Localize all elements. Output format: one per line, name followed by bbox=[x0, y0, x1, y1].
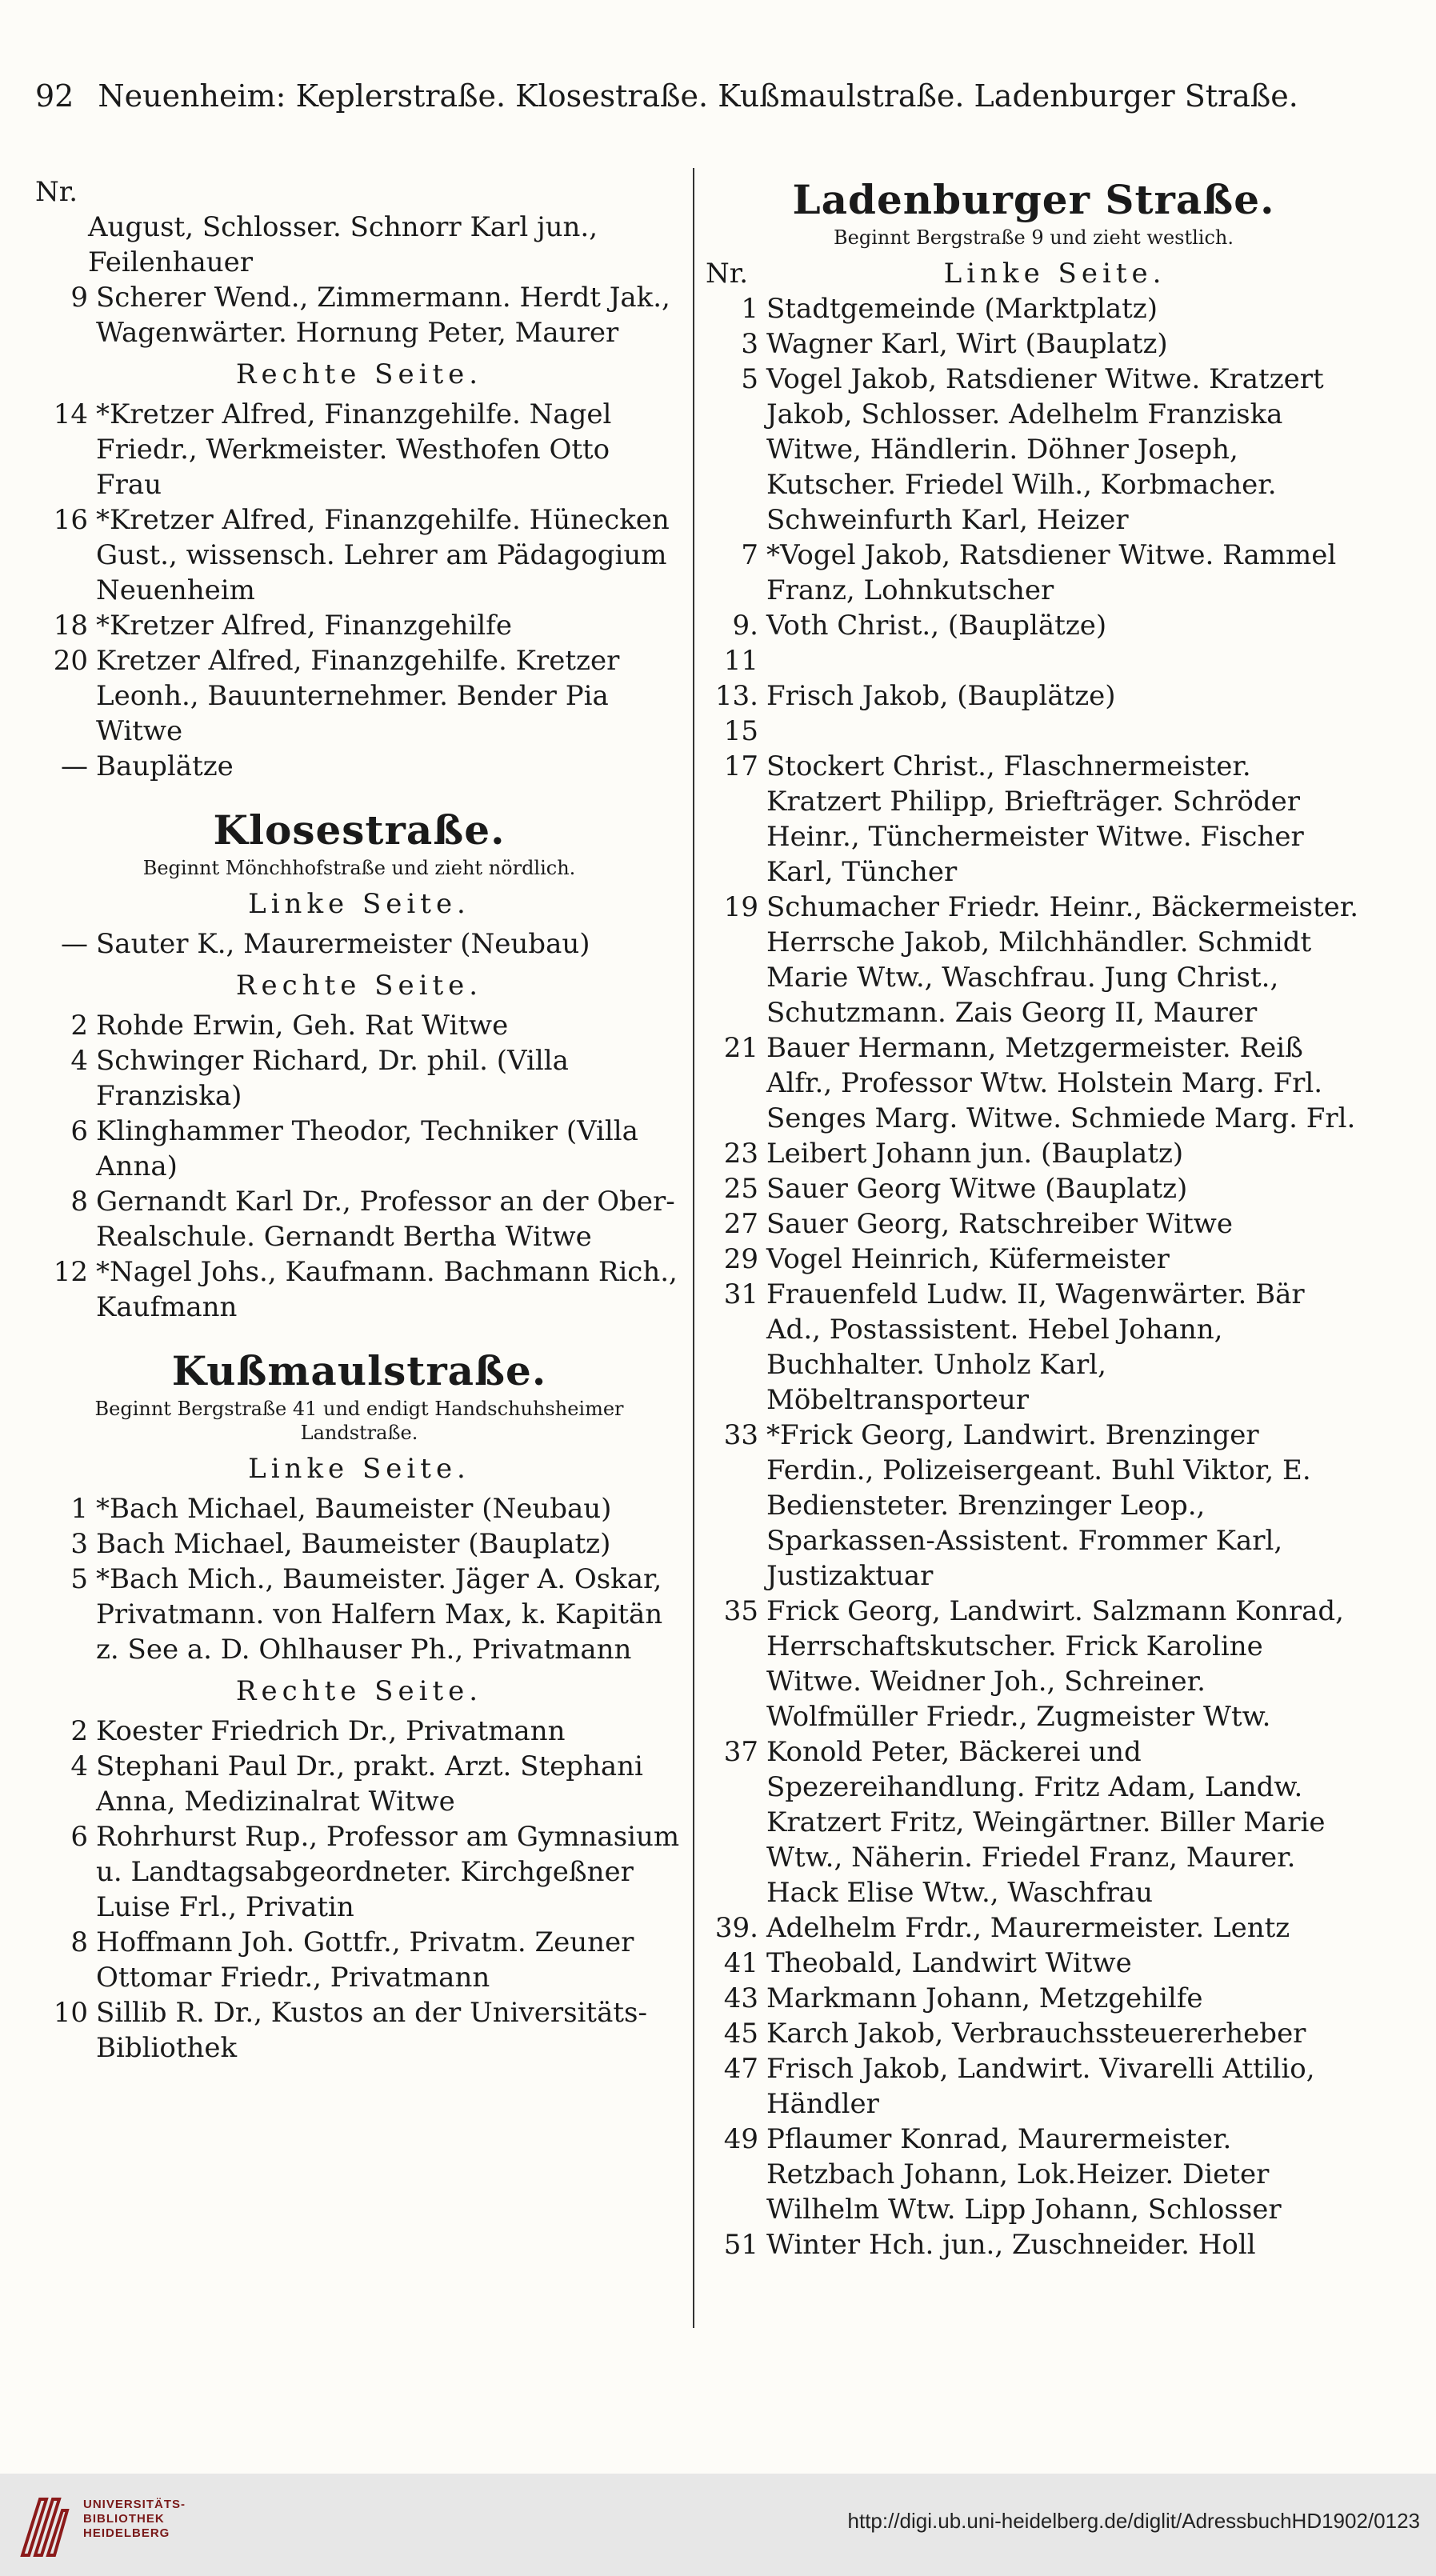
directory-entry bbox=[35, 1008, 683, 1043]
resident-text: *Bach Michael, Baumeister (Neubau) bbox=[96, 1493, 612, 1525]
directory-entry bbox=[706, 326, 1362, 362]
directory-entry bbox=[706, 1030, 1362, 1136]
resident-text: *Vogel Jakob, Ratsdiener Witwe. Rammel Franz, Lohnkutscher bbox=[766, 539, 1337, 606]
house-number: 33 bbox=[723, 1419, 758, 1451]
house-number: 20 bbox=[53, 645, 88, 677]
resident-text: Konold Peter, Bäckerei und Spezereihandlung. Fritz Adam, Landw. Kratzert Fritz, Weingärtner. Biller Marie Wtw., Näherin. Friedel Franz, Maurer. Hack Elise Wtw., Waschfrau bbox=[766, 1736, 1326, 1909]
directory-entry bbox=[706, 1171, 1362, 1206]
klose-left-list bbox=[35, 926, 683, 962]
street-title-ladenburger: Ladenburger Straße. bbox=[792, 176, 1275, 223]
house-number: 5 bbox=[70, 1563, 88, 1595]
house-number: 1 bbox=[741, 293, 758, 325]
kepler-continued-list bbox=[35, 280, 683, 350]
house-number: — bbox=[61, 928, 88, 960]
directory-entry bbox=[35, 1254, 683, 1325]
ladenburger-header-row bbox=[706, 256, 1362, 291]
resident-text: Karch Jakob, Verbrauchssteuererheber bbox=[766, 2018, 1306, 2050]
house-number: 49 bbox=[723, 2123, 758, 2155]
directory-entry bbox=[35, 1562, 683, 1667]
directory-entry bbox=[706, 1418, 1362, 1594]
directory-entry bbox=[706, 2227, 1362, 2262]
kussmaul-left-list bbox=[35, 1491, 683, 1667]
directory-entry bbox=[706, 2016, 1362, 2051]
directory-entry bbox=[35, 1043, 683, 1114]
house-number: 51 bbox=[723, 2229, 758, 2261]
directory-entry bbox=[706, 2051, 1362, 2122]
directory-entry bbox=[706, 2122, 1362, 2227]
resident-text: Schumacher Friedr. Heinr., Bäckermeister. Herrsche Jakob, Milchhändler. Schmidt Marie Wtw., Waschfrau. Jung Christ., Schutzmann. Zais Georg II, Maurer bbox=[766, 891, 1359, 1029]
directory-entry bbox=[706, 1594, 1362, 1734]
resident-text: Koester Friedrich Dr., Privatmann bbox=[96, 1715, 566, 1747]
resident-text: *Frick Georg, Landwirt. Brenzinger Ferdin., Polizeisergeant. Buhl Viktor, E. Bediensteter. Brenzinger Leop., Sparkassen-Assistent. Frommer Karl, Justizaktuar bbox=[766, 1419, 1311, 1592]
resident-text: *Kretzer Alfred, Finanzgehilfe. Nagel Friedr., Werkmeister. Westhofen Otto Frau bbox=[96, 398, 612, 501]
source-url-link[interactable]: http://digi.ub.uni-heidelberg.de/diglit/AdressbuchHD1902/0123 bbox=[847, 2509, 1420, 2533]
footer-band bbox=[0, 2474, 1436, 2576]
street-title-klose: Klosestraße. bbox=[213, 806, 506, 854]
house-number: 10 bbox=[53, 1997, 88, 2029]
logo-line: UNIVERSITÄTS- bbox=[83, 2498, 186, 2511]
library-logo-text bbox=[83, 2498, 186, 2541]
continued-line: Feilenhauer bbox=[88, 246, 254, 278]
house-number: 27 bbox=[723, 1208, 758, 1240]
logo-line: HEIDELBERG bbox=[83, 2526, 170, 2540]
resident-text: Rohde Erwin, Geh. Rat Witwe bbox=[96, 1010, 509, 1042]
klose-right-list bbox=[35, 1008, 683, 1325]
resident-text: *Kretzer Alfred, Finanzgehilfe bbox=[96, 610, 512, 642]
house-number: 5 bbox=[741, 363, 758, 395]
resident-text: Scherer Wend., Zimmermann. Herdt Jak., Wagenwärter. Hornung Peter, Maurer bbox=[96, 282, 670, 349]
house-number: 13. 15 bbox=[714, 680, 758, 747]
house-number: 9 bbox=[70, 282, 88, 314]
house-number: 7 bbox=[741, 539, 758, 571]
kepler-right-list bbox=[35, 397, 683, 784]
directory-entry bbox=[35, 502, 683, 608]
street-note-ladenburger: Beginnt Bergstraße 9 und zieht westlich. bbox=[834, 226, 1234, 249]
directory-entry bbox=[35, 280, 683, 350]
house-number: 4 bbox=[70, 1750, 88, 1782]
house-number: 45 bbox=[723, 2018, 758, 2050]
klose-left-side-heading: Linke Seite. bbox=[248, 888, 470, 920]
house-number: 2 bbox=[70, 1715, 88, 1747]
street-title-kussmaul: Kußmaulstraße. bbox=[171, 1347, 547, 1394]
house-number: 29 bbox=[723, 1243, 758, 1275]
house-number: 39. 41 bbox=[714, 1912, 758, 1979]
nr-label: Nr. bbox=[35, 176, 78, 208]
directory-entry bbox=[706, 678, 1362, 749]
resident-text: Stockert Christ., Flaschnermeister. Kratzert Philipp, Briefträger. Schröder Heinr., Tünchermeister Witwe. Fischer Karl, Tüncher bbox=[766, 750, 1304, 888]
house-number: 16 bbox=[53, 504, 88, 536]
running-head-title: Neuenheim: Keplerstraße. Klosestraße. Kußmaulstraße. Ladenburger Straße. bbox=[98, 78, 1298, 114]
continued-line: August, Schlosser. Schnorr Karl jun., bbox=[88, 211, 598, 243]
house-number: 21 bbox=[723, 1032, 758, 1064]
directory-entry bbox=[706, 890, 1362, 1030]
directory-entry bbox=[706, 608, 1362, 678]
resident-text: Schwinger Richard, Dr. phil. (Villa Franziska) bbox=[96, 1045, 569, 1112]
kussmaul-right-side-heading: Rechte Seite. bbox=[235, 1675, 483, 1707]
directory-entry bbox=[35, 1184, 683, 1254]
kussmaul-left-side-heading: Linke Seite. bbox=[248, 1453, 470, 1485]
directory-entry bbox=[35, 1114, 683, 1184]
column-divider bbox=[693, 168, 694, 2328]
street-note-kussmaul: Beginnt Bergstraße 41 und endigt Handschuhsheimer Landstraße. bbox=[94, 1398, 624, 1444]
resident-text: Bach Michael, Baumeister (Bauplatz) bbox=[96, 1528, 611, 1560]
resident-text: Vogel Heinrich, Küfermeister bbox=[766, 1243, 1170, 1275]
house-number: 43 bbox=[723, 1982, 758, 2014]
resident-text: *Bach Mich., Baumeister. Jäger A. Oskar, Privatmann. von Halfern Max, k. Kapitän z. See a. D. Ohlhauser Ph., Privatmann bbox=[96, 1563, 663, 1666]
house-number: 9. 11 bbox=[723, 610, 758, 677]
directory-entry bbox=[35, 643, 683, 749]
house-number: 14 bbox=[53, 398, 88, 430]
resident-text: Kretzer Alfred, Finanzgehilfe. Kretzer Leonh., Bauunternehmer. Bender Pia Witwe bbox=[96, 645, 620, 747]
resident-text: Frick Georg, Landwirt. Salzmann Konrad, Herrschaftskutscher. Frick Karoline Witwe. Weidner Joh., Schreiner. Wolfmüller Friedr., Zugmeister Wtw. bbox=[766, 1595, 1344, 1733]
house-number: 6 bbox=[70, 1821, 88, 1853]
directory-entry bbox=[35, 1491, 683, 1526]
directory-entry bbox=[35, 1714, 683, 1749]
directory-entry bbox=[706, 1136, 1362, 1171]
directory-entry bbox=[706, 362, 1362, 538]
house-number: 8 bbox=[70, 1186, 88, 1218]
left-column bbox=[35, 174, 683, 2066]
directory-entry bbox=[706, 538, 1362, 608]
resident-text: Bauer Hermann, Metzgermeister. Reiß Alfr., Professor Wtw. Holstein Marg. Frl. Senges Marg. Witwe. Schmiede Marg. Frl. bbox=[766, 1032, 1356, 1134]
directory-entry bbox=[35, 1925, 683, 1995]
resident-text: Winter Hch. jun., Zuschneider. Holl bbox=[766, 2229, 1256, 2261]
resident-text: Klinghammer Theodor, Techniker (Villa Anna) bbox=[96, 1115, 638, 1182]
house-number: 1 bbox=[70, 1493, 88, 1525]
house-number: 2 bbox=[70, 1010, 88, 1042]
directory-entry bbox=[706, 1910, 1362, 1981]
resident-text: Sauer Georg, Ratschreiber Witwe bbox=[766, 1208, 1234, 1240]
house-number: 25 bbox=[723, 1173, 758, 1205]
house-number: 4 bbox=[70, 1045, 88, 1077]
library-logo-icon bbox=[16, 2490, 72, 2562]
house-number: 3 bbox=[741, 328, 758, 360]
right-column bbox=[706, 174, 1362, 2262]
klose-right-side-heading: Rechte Seite. bbox=[235, 970, 483, 1002]
resident-text: Frisch Jakob, Landwirt. Vivarelli Attilio, Händler bbox=[766, 2053, 1315, 2120]
house-number: 6 bbox=[70, 1115, 88, 1147]
resident-text: Voth Christ., (Bauplätze) bbox=[766, 610, 1107, 642]
resident-text: Frauenfeld Ludw. II, Wagenwärter. Bär Ad., Postassistent. Hebel Johann, Buchhalter. Unholz Karl, Möbeltransporteur bbox=[766, 1278, 1305, 1416]
house-number: 3 bbox=[70, 1528, 88, 1560]
house-number: 37 bbox=[723, 1736, 758, 1768]
house-number: 19 bbox=[723, 891, 758, 923]
kussmaul-right-list bbox=[35, 1714, 683, 2066]
resident-text: Wagner Karl, Wirt (Bauplatz) bbox=[766, 328, 1168, 360]
resident-text: Sauer Georg Witwe (Bauplatz) bbox=[766, 1173, 1188, 1205]
house-number: 8 bbox=[70, 1926, 88, 1958]
directory-entry bbox=[706, 1981, 1362, 2016]
resident-text: Leibert Johann jun. (Bauplatz) bbox=[766, 1138, 1184, 1170]
page-number: 92 bbox=[35, 78, 74, 114]
resident-text: Gernandt Karl Dr., Professor an der Ober-Realschule. Gernandt Bertha Witwe bbox=[96, 1186, 675, 1253]
resident-text: Pflaumer Konrad, Maurermeister. Retzbach Johann, Lok.Heizer. Dieter Wilhelm Wtw. Lipp Johann, Schlosser bbox=[766, 2123, 1282, 2226]
directory-entry bbox=[706, 1277, 1362, 1418]
resident-text: *Nagel Johs., Kaufmann. Bachmann Rich., Kaufmann bbox=[96, 1256, 678, 1323]
continued-entry bbox=[35, 210, 683, 280]
resident-text: Stephani Paul Dr., prakt. Arzt. Stephani Anna, Medizinalrat Witwe bbox=[96, 1750, 643, 1818]
resident-text: Stadtgemeinde (Marktplatz) bbox=[766, 293, 1158, 325]
directory-entry bbox=[706, 1734, 1362, 1910]
kepler-right-side-heading: Rechte Seite. bbox=[235, 358, 483, 390]
street-note-klose: Beginnt Mönchhofstraße und zieht nördlich. bbox=[142, 857, 576, 879]
directory-entry bbox=[706, 1206, 1362, 1242]
directory-entry bbox=[35, 397, 683, 502]
house-number: 35 bbox=[723, 1595, 758, 1627]
directory-entry bbox=[706, 749, 1362, 890]
directory-entry bbox=[35, 608, 683, 643]
directory-entry bbox=[706, 1242, 1362, 1277]
resident-text: Bauplätze bbox=[96, 750, 234, 782]
running-head bbox=[35, 78, 1395, 115]
resident-text: Rohrhurst Rup., Professor am Gymnasium u. Landtagsabgeordneter. Kirchgeßner Luise Frl., Privatin bbox=[96, 1821, 680, 1923]
logo-line: BIBLIOTHEK bbox=[83, 2512, 165, 2526]
house-number: 18 bbox=[53, 610, 88, 642]
house-number: 47 bbox=[723, 2053, 758, 2085]
directory-entry bbox=[35, 1749, 683, 1819]
directory-entry bbox=[35, 1819, 683, 1925]
ladenburger-list bbox=[706, 291, 1362, 2262]
directory-entry bbox=[35, 749, 683, 784]
directory-entry bbox=[35, 1526, 683, 1562]
resident-text: Sillib R. Dr., Kustos an der Universitäts-Bibliothek bbox=[96, 1997, 647, 2064]
resident-text: Adelhelm Frdr., Maurermeister. Lentz Theobald, Landwirt Witwe bbox=[766, 1912, 1290, 1979]
house-number: 17 bbox=[723, 750, 758, 782]
nr-label: Nr. bbox=[706, 258, 749, 290]
directory-entry bbox=[706, 291, 1362, 326]
directory-entry bbox=[35, 926, 683, 962]
house-number: 12 bbox=[53, 1256, 88, 1288]
resident-text: Frisch Jakob, (Bauplätze) bbox=[766, 680, 1116, 712]
resident-text: Sauter K., Maurermeister (Neubau) bbox=[96, 928, 590, 960]
house-number: — bbox=[61, 750, 88, 782]
ladenburger-left-side-heading: Linke Seite. bbox=[943, 258, 1166, 290]
resident-text: Hoffmann Joh. Gottfr., Privatm. Zeuner Ottomar Friedr., Privatmann bbox=[96, 1926, 634, 1994]
resident-text: *Kretzer Alfred, Finanzgehilfe. Hünecken Gust., wissensch. Lehrer am Pädagogium Neuenheim bbox=[96, 504, 670, 606]
resident-text: Markmann Johann, Metzgehilfe bbox=[766, 1982, 1203, 2014]
house-number: 31 bbox=[723, 1278, 758, 1310]
house-number: 23 bbox=[723, 1138, 758, 1170]
resident-text: Vogel Jakob, Ratsdiener Witwe. Kratzert Jakob, Schlosser. Adelhelm Franziska Witwe, Händlerin. Döhner Joseph, Kutscher. Friedel Wilh., Korbmacher. Schweinfurth Karl, Heizer bbox=[766, 363, 1324, 536]
directory-entry bbox=[35, 1995, 683, 2066]
